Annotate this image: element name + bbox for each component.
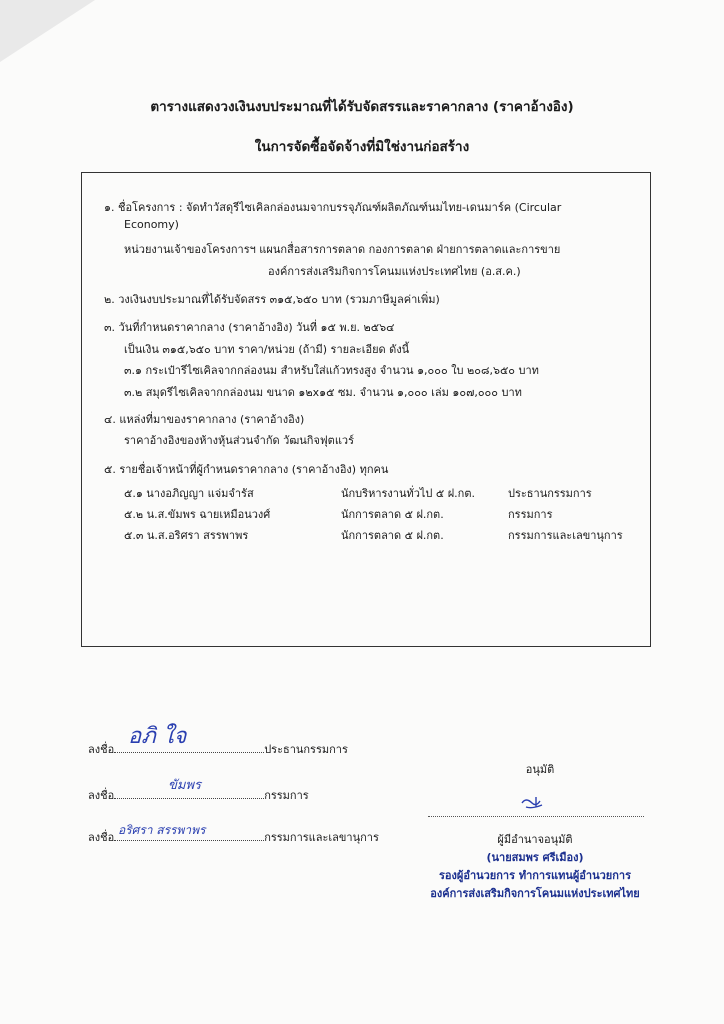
item3-amount: เป็นเงิน ๓๑๕,๖๕๐ บาท ราคา/หน่วย (ถ้ามี) รายละเอียด ดังนี้	[124, 343, 410, 356]
committee-member-position: นักการตลาด ๕ ฝ.กต.	[341, 508, 444, 521]
approve-label: อนุมัติ	[525, 763, 555, 776]
committee-member-position: นักการตลาด ๕ ฝ.กต.	[341, 529, 444, 542]
item3-date: ๓. วันที่กำหนดราคากลาง (ราคาอ้างอิง) วันที่ ๑๕ พ.ย. ๒๕๖๔	[104, 321, 395, 334]
approver-org: องค์การส่งเสริมกิจการโคนมแห่งประเทศไทย	[430, 887, 640, 900]
signature-role: ประธานกรรมการ	[264, 743, 348, 756]
item5-committee-heading: ๕. รายชื่อเจ้าหน้าที่ผู้กำหนดราคากลาง (ราคาอ้างอิง) ทุกคน	[104, 463, 389, 476]
item3-1-bag: ๓.๑ กระเป๋ารีไซเคิลจากกล่องนม สำหรับใส่แก้วทรงสูง จำนวน ๑,๐๐๐ ใบ ๒๐๘,๖๕๐ บาท	[124, 364, 539, 377]
committee-member-name: ๕.๑ นางอภิญญา แจ่มจำรัส	[124, 487, 254, 500]
item4-source: ๔. แหล่งที่มาของราคากลาง (ราคาอ้างอิง)	[104, 413, 305, 426]
handwritten-signature-secretary: อริศรา สรรพาพร	[118, 823, 206, 837]
document-subtitle: ในการจัดซื้อจัดจ้างที่มิใช่งานก่อสร้าง	[254, 139, 470, 155]
signature-label: ลงชื่อ	[88, 789, 115, 802]
committee-member-position: นักบริหารงานทั่วไป ๕ ฝ.กต.	[341, 487, 475, 500]
handwritten-signature-member: ขัมพร	[168, 778, 202, 793]
approver-name: (นายสมพร ศรีเมือง)	[486, 851, 584, 864]
committee-member-role: กรรมการและเลขานุการ	[508, 529, 623, 542]
item1-project-name: ๑. ชื่อโครงการ : จัดทำวัสดุรีไซเคิลกล่องนมจากบรรจุภัณฑ์ผลิตภัณฑ์นมไทย-เดนมาร์ค (Circular	[104, 201, 562, 214]
committee-member-name: ๕.๓ น.ส.อริศรา สรรพาพร	[124, 529, 249, 542]
signature-label: ลงชื่อ	[88, 743, 115, 756]
committee-member-role: ประธานกรรมการ	[508, 487, 592, 500]
document-title: ตารางแสดงวงเงินงบประมาณที่ได้รับจัดสรรและราคากลาง (ราคาอ้างอิง)	[150, 99, 574, 115]
item4-source-detail: ราคาอ้างอิงของห้างหุ้นส่วนจำกัด วัฒนกิจฟุตแวร์	[124, 434, 354, 447]
signature-role: กรรมการ	[264, 789, 309, 802]
signature-line-chair	[88, 740, 348, 758]
folded-corner	[0, 0, 95, 62]
approver-label: ผู้มีอำนาจอนุมัติ	[497, 833, 573, 846]
committee-member-role: กรรมการ	[508, 508, 553, 521]
item1-owner-unit: หน่วยงานเจ้าของโครงการฯ แผนกสื่อสารการตลาด กองการตลาด ฝ่ายการตลาดและการขาย	[124, 243, 561, 256]
approver-dotted-line	[428, 816, 644, 817]
handwritten-signature-chair: อภิ ใจ	[128, 724, 187, 749]
signature-role: กรรมการและเลขานุการ	[264, 831, 379, 844]
approver-signature-mark	[520, 795, 544, 811]
item1-project-name-cont: Economy)	[124, 218, 179, 231]
item3-2-notebook: ๓.๒ สมุดรีไซเคิลจากกล่องนม ขนาด ๑๒x๑๕ ซม. จำนวน ๑,๐๐๐ เล่ม ๑๐๗,๐๐๐ บาท	[124, 386, 522, 399]
committee-member-name: ๕.๒ น.ส.ขัมพร ฉายเหมือนวงศ์	[124, 508, 271, 521]
approver-title: รองผู้อำนวยการ ทำการแทนผู้อำนวยการ	[439, 869, 631, 882]
item1-owner-org: องค์การส่งเสริมกิจการโคนมแห่งประเทศไทย (อ.ส.ค.)	[268, 265, 521, 278]
item2-budget: ๒. วงเงินงบประมาณที่ได้รับจัดสรร ๓๑๕,๖๕๐ บาท (รวมภาษีมูลค่าเพิ่ม)	[104, 293, 440, 306]
signature-label: ลงชื่อ	[88, 831, 115, 844]
